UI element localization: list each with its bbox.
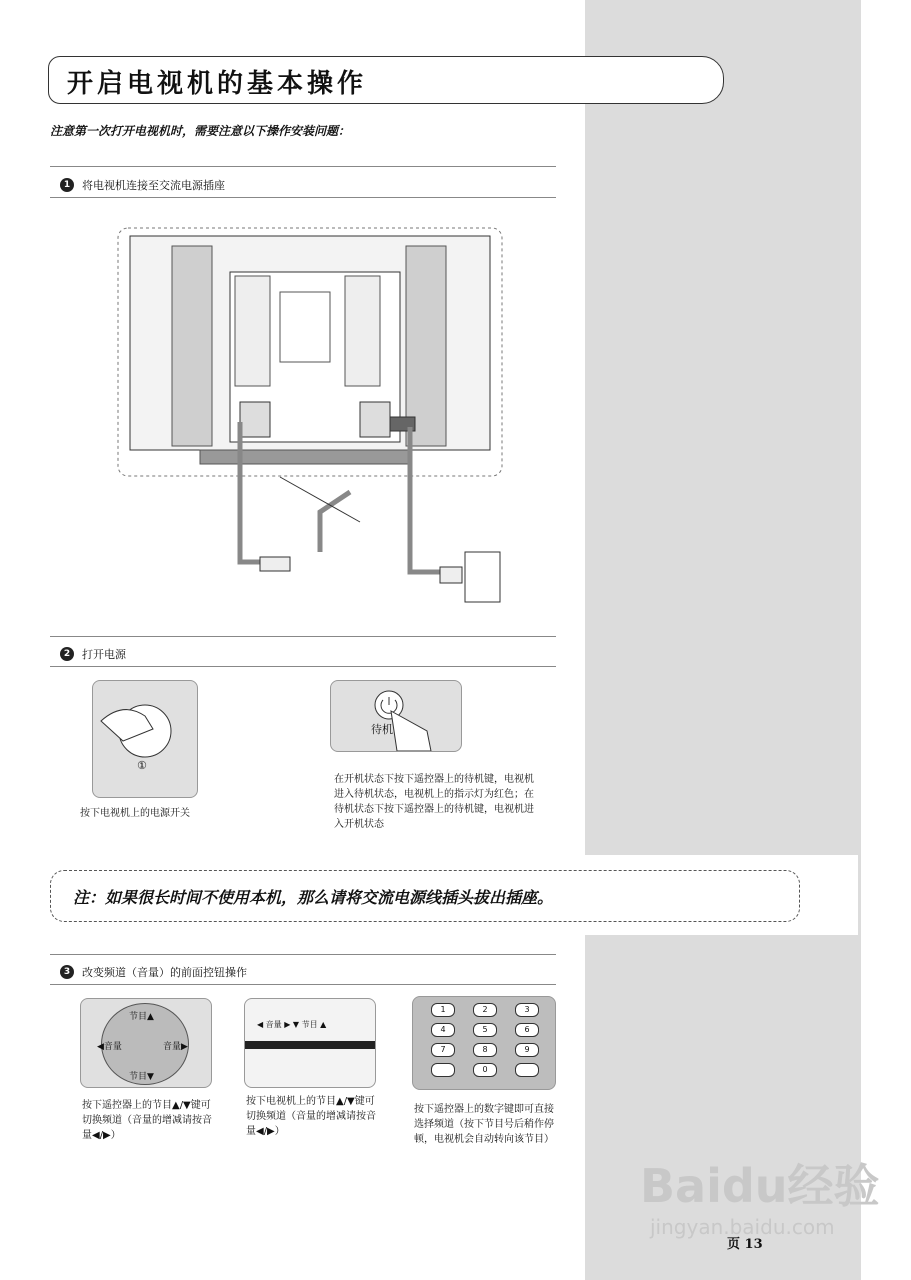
keypad-caption: 按下遥控器上的数字键即可直接选择频道（按下节目号后稍作停顿，电视机会自动转向该节目） <box>414 1104 554 1145</box>
dpad-right: 音量▶ <box>163 1042 188 1052</box>
section-heading-text: 打开电源 <box>82 648 126 661</box>
keypad-key-7: 7 <box>431 1043 455 1057</box>
section-heading-text: 改变频道（音量）的前面控钮操作 <box>82 966 247 979</box>
section-divider <box>50 636 556 637</box>
power-right-caption: 在开机状态下按下遥控器上的待机键，电视机进入待机状态，电视机上的指示灯为红色；在待机状态下按下遥控器上的待机键，电视机进入开机状态 <box>334 774 534 830</box>
keypad-key-blank-right <box>515 1063 539 1077</box>
baidu-watermark-url: jingyan.baidu.com <box>650 1215 835 1239</box>
section-3-heading <box>60 964 247 980</box>
remote-standby-illustration <box>330 680 462 752</box>
intro-text: 注意第一次打开电视机时，需要注意以下操作安装问题： <box>50 124 351 138</box>
section-number: 1 <box>60 178 74 192</box>
panel-caption: 按下电视机上的节目▲/▼键可切换频道（音量的增减请按音量◀/▶） <box>246 1096 376 1137</box>
keypad-key-6: 6 <box>515 1023 539 1037</box>
page-edge <box>861 0 911 1280</box>
title-box <box>48 56 724 104</box>
note-box <box>50 870 800 922</box>
keypad-key-1: 1 <box>431 1003 455 1017</box>
section-divider <box>50 197 556 198</box>
keypad-key-8: 8 <box>473 1043 497 1057</box>
section-divider <box>50 984 556 985</box>
section-divider <box>50 166 556 167</box>
remote-keypad-illustration <box>412 996 556 1090</box>
keypad-key-blank-left <box>431 1063 455 1077</box>
dpad-down: 节目▼ <box>129 1072 154 1082</box>
section-divider <box>50 954 556 955</box>
section-number: 2 <box>60 647 74 661</box>
section-number: 3 <box>60 965 74 979</box>
tv-panel-buttons-illustration <box>244 998 376 1088</box>
keypad-key-9: 9 <box>515 1043 539 1057</box>
dpad-caption: 按下遥控器上的节目▲/▼键可切换频道（音量的增减请按音量◀/▶） <box>82 1100 212 1141</box>
section-1-heading <box>60 177 225 193</box>
standby-key-label: 待机 <box>371 723 393 736</box>
keypad-key-5: 5 <box>473 1023 497 1037</box>
page-number: 页 13 <box>727 1237 763 1252</box>
section-heading-text: 将电视机连接至交流电源插座 <box>82 179 225 192</box>
power-symbol: ① <box>137 759 147 772</box>
dpad-left: ◀音量 <box>97 1042 122 1052</box>
gray-sidebar <box>585 0 861 1280</box>
page-title: 开启电视机的基本操作 <box>67 69 368 99</box>
tv-connection-diagram <box>110 222 520 612</box>
dpad-up: 节目▲ <box>129 1012 154 1022</box>
section-2-heading <box>60 646 126 662</box>
note-text: 注：如果很长时间不使用本机，那么请将交流电源线插头拔出插座。 <box>73 888 554 907</box>
panel-labels: ◀ 音量 ▶ ▼ 节目 ▲ <box>257 1020 327 1029</box>
remote-dpad-illustration <box>80 998 212 1088</box>
power-left-caption: 按下电视机上的电源开关 <box>80 808 190 819</box>
keypad-key-2: 2 <box>473 1003 497 1017</box>
keypad-key-0: 0 <box>473 1063 497 1077</box>
power-switch-illustration <box>92 680 198 798</box>
keypad-key-3: 3 <box>515 1003 539 1017</box>
section-divider <box>50 666 556 667</box>
baidu-watermark: Baidu经验 <box>640 1159 880 1213</box>
keypad-key-4: 4 <box>431 1023 455 1037</box>
